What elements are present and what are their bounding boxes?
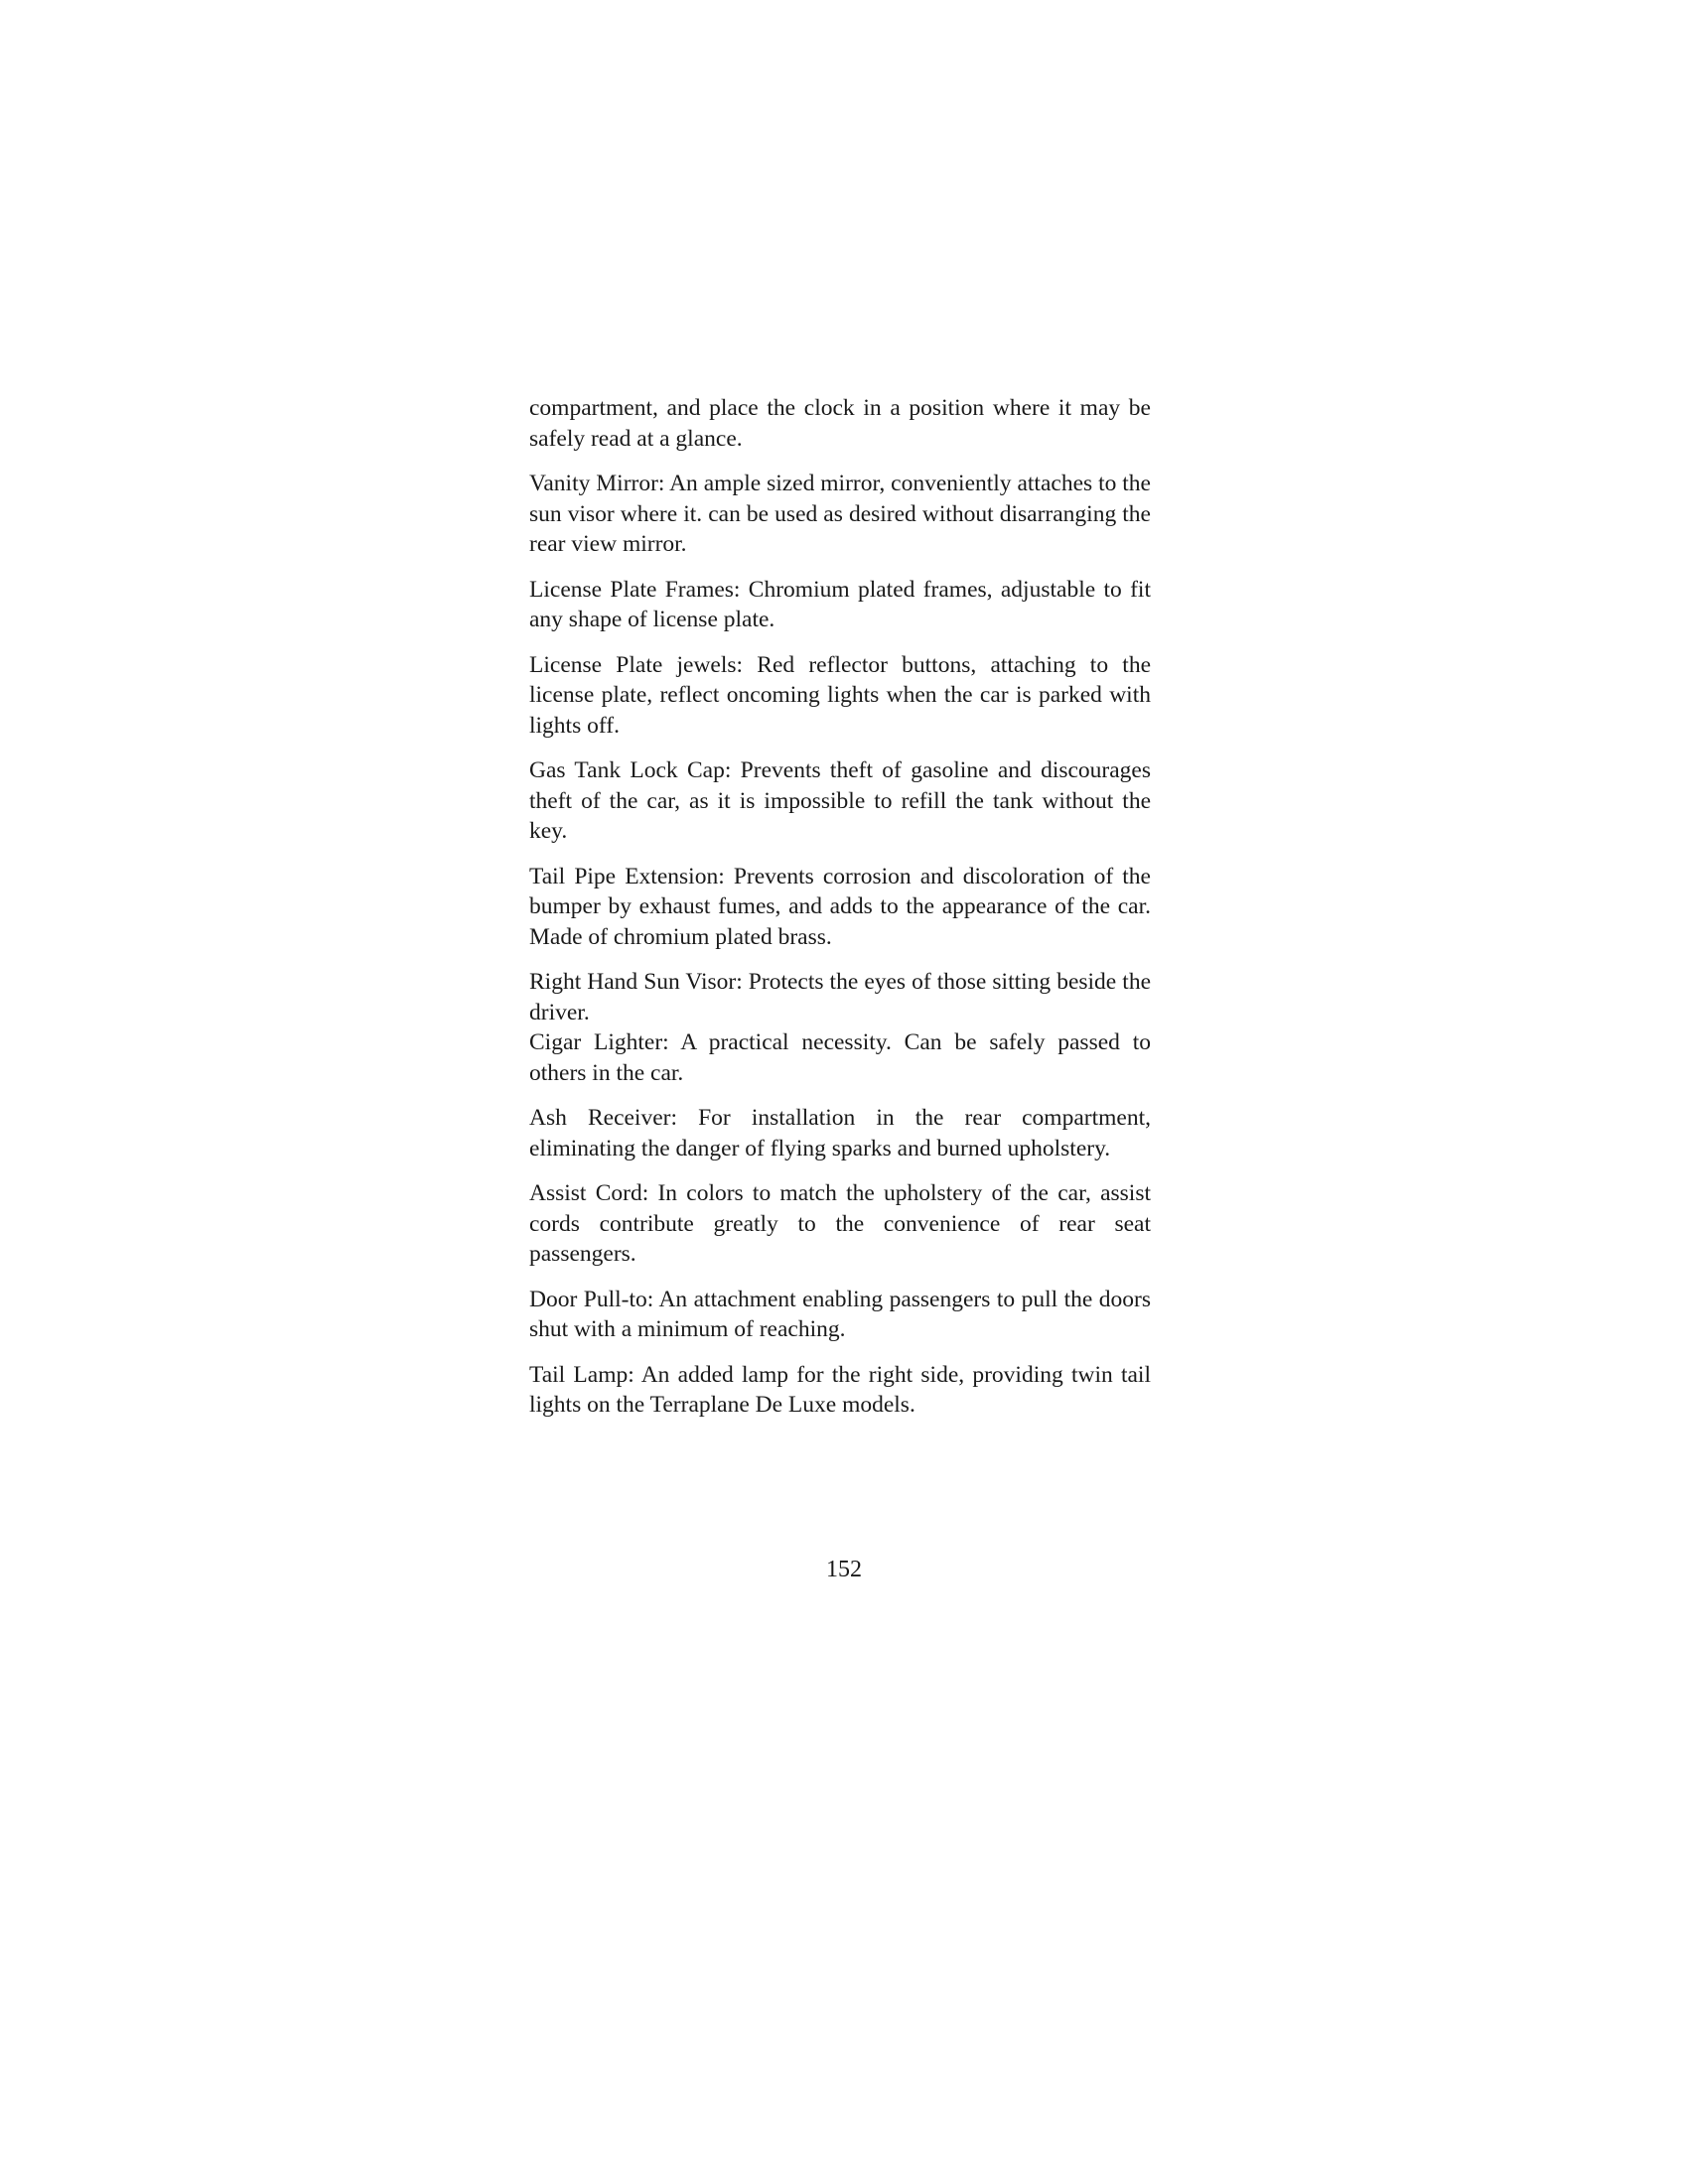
text-column bbox=[529, 393, 1151, 1435]
paragraph-vanity-mirror: Vanity Mirror: An ample sized mirror, conveniently attaches to the sun visor where it. can be used as desired without disarranging the rear view mirror. bbox=[529, 471, 1151, 557]
paragraph-clock-continuation: compartment, and place the clock in a position where it may be safely read at a glance. bbox=[529, 395, 1151, 452]
paragraph-tail-lamp: Tail Lamp: An added lamp for the right side, providing twin tail lights on the Terraplane De Luxe models. bbox=[529, 1361, 1151, 1418]
paragraph-right-hand-sun-visor: Right Hand Sun Visor: Protects the eyes of those sitting beside the driver. bbox=[529, 969, 1151, 1025]
paragraph-gas-tank-lock-cap: Gas Tank Lock Cap: Prevents theft of gasoline and discourages theft of the car, as it is impossible to refill the tank without the key. bbox=[529, 757, 1151, 844]
paragraph-license-plate-frames: License Plate Frames: Chromium plated frames, adjustable to fit any shape of license plate. bbox=[529, 576, 1151, 632]
paragraph-license-plate-jewels: License Plate jewels: Red reflector buttons, attaching to the license plate, reflect oncoming lights when the car is parked with lights off. bbox=[529, 651, 1151, 739]
paragraph-door-pull-to: Door Pull-to: An attachment enabling passengers to pull the doors shut with a minimum of reaching. bbox=[529, 1286, 1151, 1342]
paragraph-tail-pipe-extension: Tail Pipe Extension: Prevents corrosion and discoloration of the bumper by exhaust fumes, and adds to the appearance of the car. Made of chromium plated brass. bbox=[529, 863, 1151, 950]
paragraph-cigar-lighter: Cigar Lighter: A practical necessity. Can be safely passed to others in the car. bbox=[529, 1029, 1151, 1086]
paragraph-ash-receiver: Ash Receiver: For installation in the rear compartment, eliminating the danger of flying sparks and burned upholstery. bbox=[529, 1105, 1151, 1161]
page-number: 152 bbox=[826, 1557, 862, 1582]
paragraph-assist-cord: Assist Cord: In colors to match the upholstery of the car, assist cords contribute greatly to the convenience of rear seat passengers. bbox=[529, 1180, 1151, 1267]
